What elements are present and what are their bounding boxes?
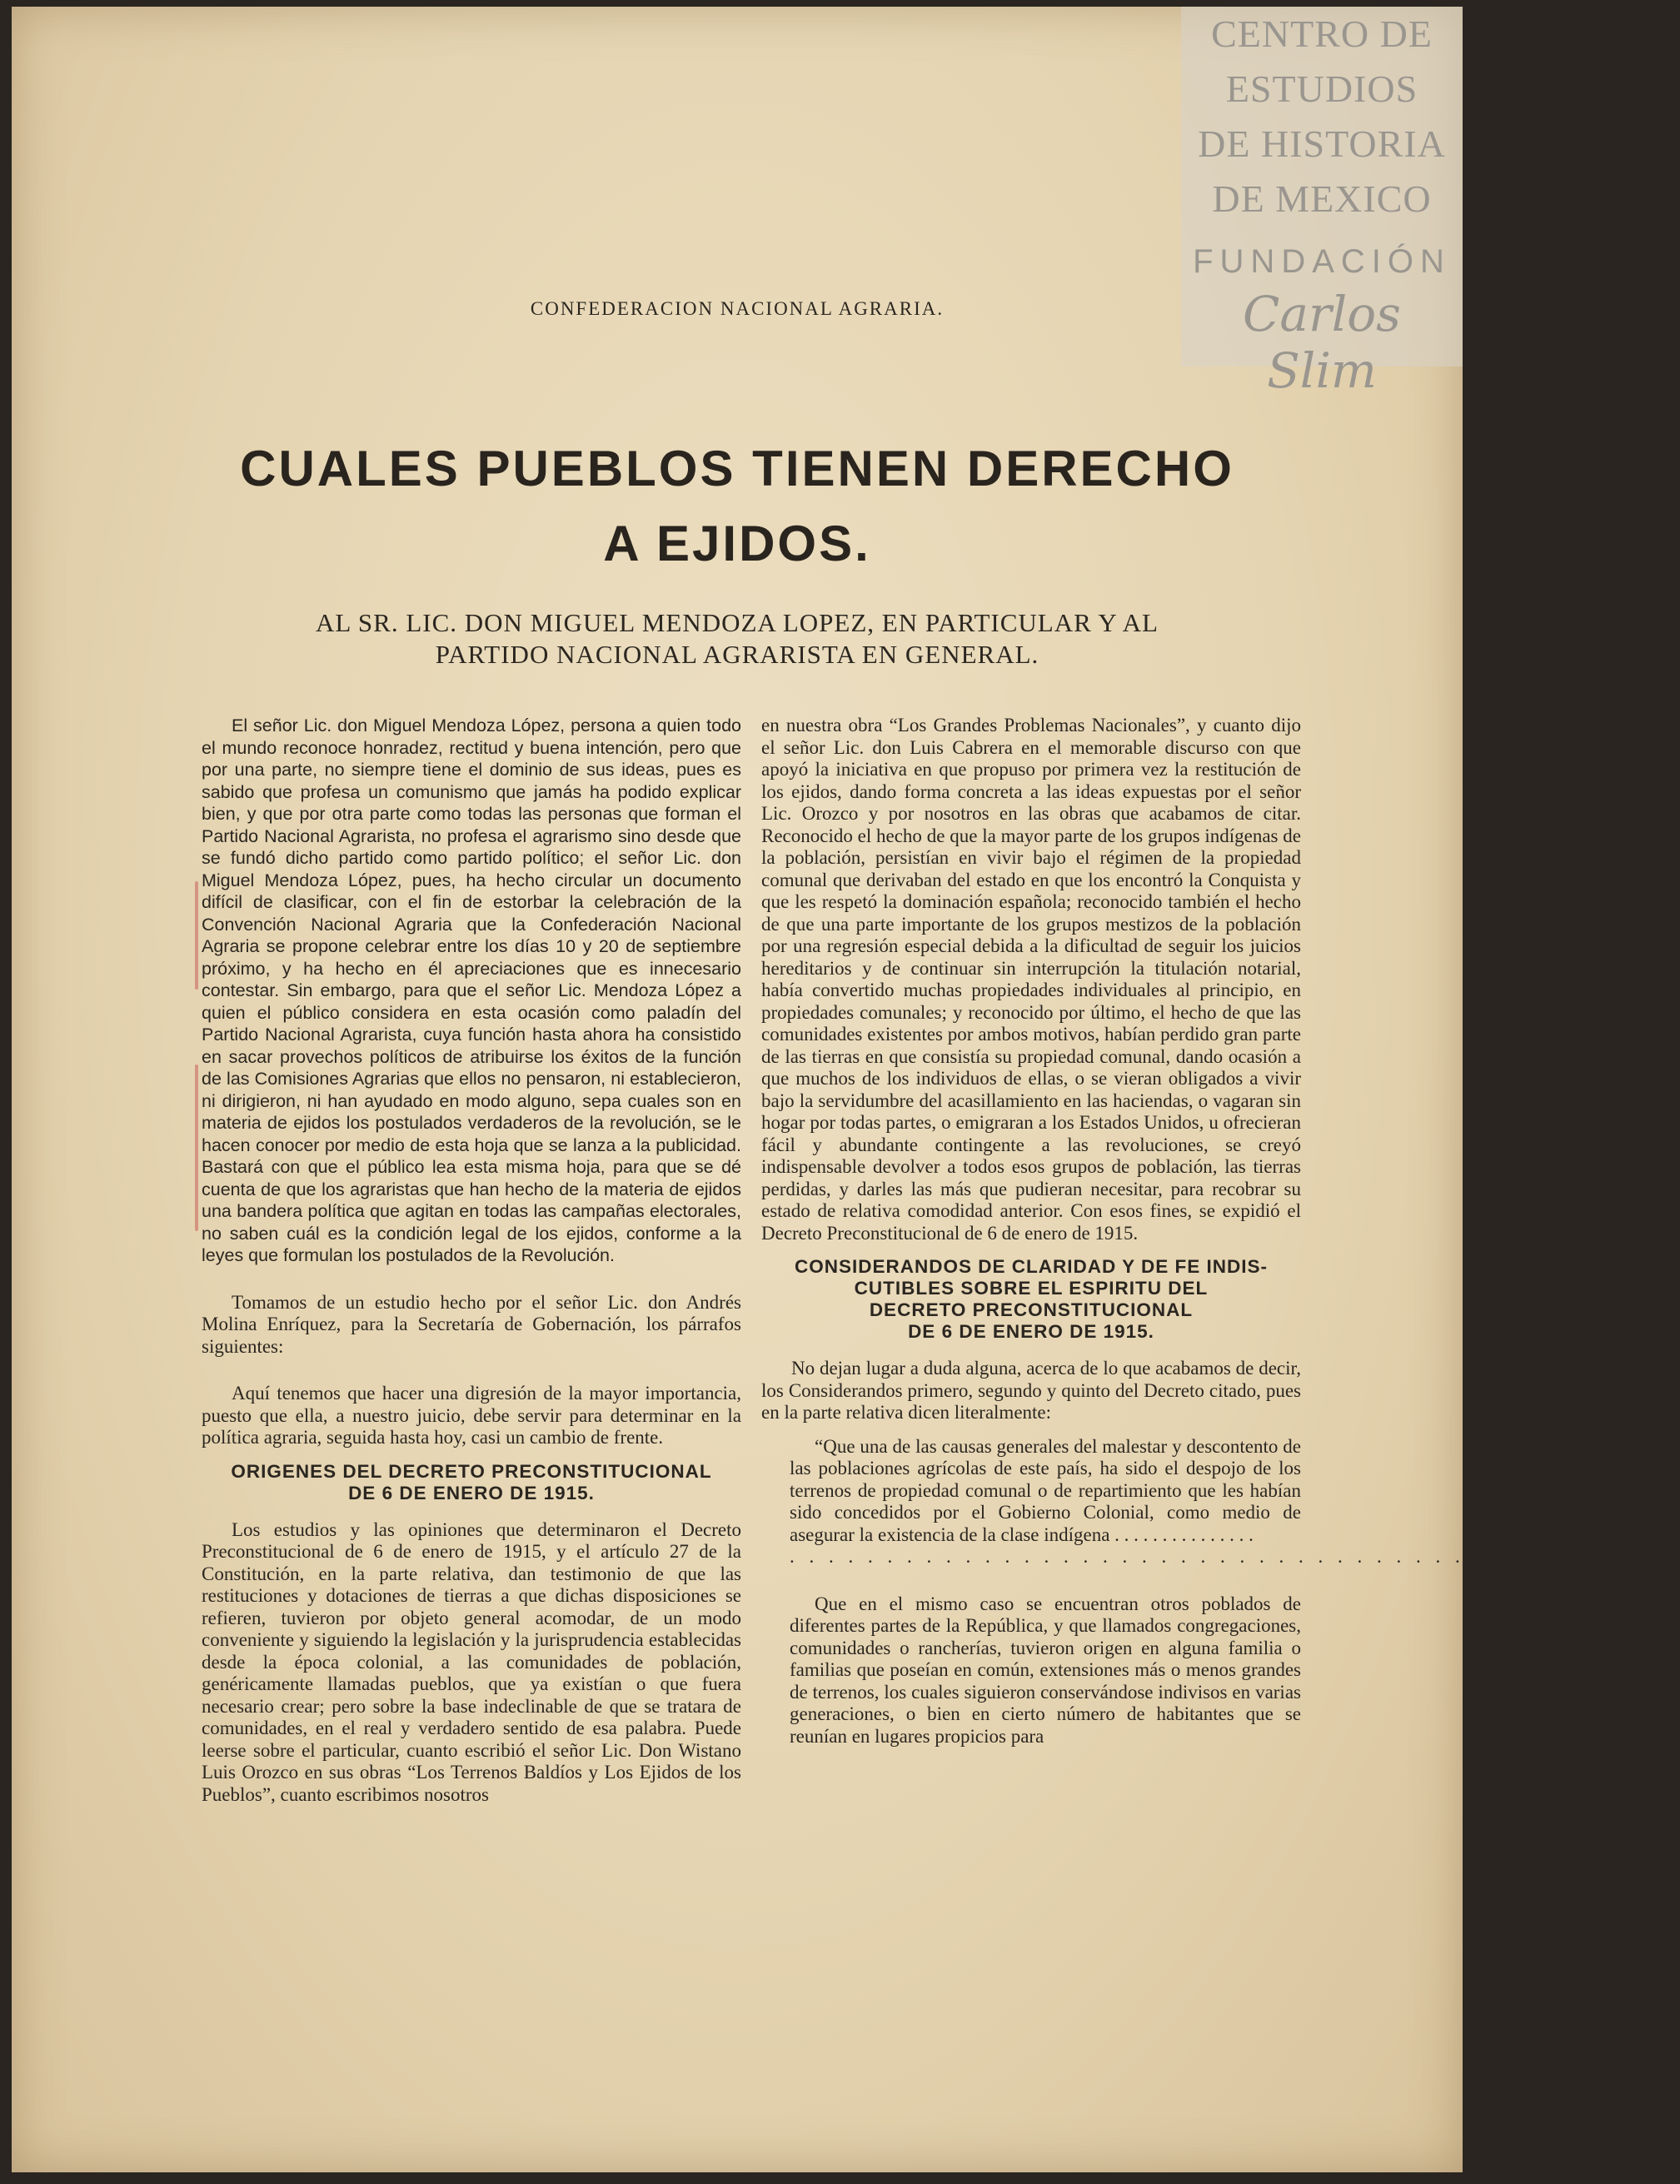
section-heading bbox=[761, 1256, 1301, 1343]
headline-line-1: CUALES PUEBLOS TIENEN DERECHO bbox=[240, 441, 1234, 496]
red-margin-mark bbox=[195, 881, 198, 990]
paragraph: Los estudios y las opiniones que determinaron el Decreto Preconstitucional de 6 de enero de 1915, y el artículo 27 de la Constitución, en la parte relativa, dan testimonio de que las restituciones y dotaciones de tierras a que dichas disposiciones se refieren, tuvieron por objeto general acomodar, de un modo conveniente y siguiendo la legislación y la jurisprudencia establecidas desde la época colonial, a las comunidades de población, genéricamente llamadas pueblos, que ya existían o que fuera necesario crear; pero sobre la base indeclinable de que se tratara de comunidades, en el real y verdadero sentido de esa palabra. Puede leerse sobre el particular, cuanto escribió el señor Lic. Don Wistano Luis Orozco en sus obras “Los Terrenos Baldíos y Los Ejidos de los Pueblos”, cuanto escribimos nosotros bbox=[202, 1518, 741, 1805]
right-column bbox=[761, 715, 1680, 1748]
watermark-line: DE HISTORIA bbox=[1198, 122, 1446, 165]
watermark-line: DE MEXICO bbox=[1212, 177, 1432, 220]
paragraph: Tomamos de un estudio hecho por el señor Lic. don Andrés Molina Enríquez, para la Secretaría de Gobernación, los párrafos siguientes: bbox=[202, 1291, 741, 1357]
paragraph: Aquí tenemos que hacer una digresión de la mayor importancia, puesto que ella, a nuestro juicio, debe servir para determinar en la política agraria, seguida hasta hoy, casi un cambio de frente. bbox=[202, 1383, 741, 1448]
quote-paragraph: “Que una de las causas generales del malestar y descontento de las poblaciones agrícolas de este país, ha sido el despojo de los terrenos de propiedad comunal o de repartimiento que les habían sido concedidos por el Gobierno Colonial, como medio de asegurar la existencia de la clase indígena . . . . . . . . . . . . . . . bbox=[790, 1435, 1301, 1545]
watermark-foundation: FUNDACIÓN bbox=[1193, 243, 1451, 280]
headline-line-2: A EJIDOS. bbox=[603, 516, 871, 571]
paragraph: El señor Lic. don Miguel Mendoza López, persona a quien todo el mundo reconoce honradez, rectitud y buena intención, pero que por una parte, no siempre tiene el dominio de sus ideas, pues es sabido que profesa un comunismo que jamás ha podido explicar bien, y que por otra parte como todas las personas que forman el Partido Nacional Agrarista, no profesa el agrarismo sino desde que se fundó dicho partido como partido político; el señor Lic. don Miguel Mendoza López, pues, ha hecho circular un documento difícil de clasificar, con el fin de estorbar la celebración de la Convención Nacional Agraria que la Confederación Nacional Agraria se propone celebrar entre los días 10 y 20 de septiembre próximo, y ha hecho en él apreciaciones que es innecesario contestar. Sin embargo, para que el señor Lic. Mendoza López a quien el público considera en esta ocasión como paladín del Partido Nacional Agrarista, cuya función hasta ahora ha consistido en sacar provechos políticos de atribuirse los éxitos de la función de las Comisiones Agrarias que ellos no pensaron, ni establecieron, ni dirigieron, ni han ayudado en modo alguno, sepa cuales son en materia de ejidos los postulados verdaderos de la revolución, se le hacen conocer por medio de esta hoja que se lanza a la publicidad. Bastará con que el público lea esta misma hoja, para que se dé cuenta de que los agraristas que han hecho de la materia de ejidos una bandera política que agitan en todas las campañas electorales, no saben cuál es la condición legal de los ejidos, conforme a la leyes que formulan los postulados de la Revolución. bbox=[202, 716, 741, 1265]
red-margin-mark bbox=[195, 1065, 198, 1231]
section-heading-line: ORIGENES DEL DECRETO PRECONSTITUCIONAL bbox=[231, 1460, 712, 1482]
document-page bbox=[12, 7, 1680, 2172]
subtitle-line-1: AL SR. LIC. DON MIGUEL MENDOZA LOPEZ, EN PARTICULAR Y AL bbox=[316, 608, 1159, 637]
subtitle-line-2: PARTIDO NACIONAL AGRARISTA EN GENERAL. bbox=[435, 640, 1039, 669]
watermark-signature: Carlos Slim bbox=[1243, 286, 1401, 399]
section-heading-line: DE 6 DE ENERO DE 1915. bbox=[348, 1482, 595, 1503]
left-column bbox=[202, 715, 741, 1806]
decree-quote bbox=[790, 1435, 1680, 1748]
section-heading bbox=[202, 1461, 741, 1504]
watermark-line: ESTUDIOS bbox=[1225, 67, 1418, 110]
quote-paragraph: Que en el mismo caso se encuentran otros poblados de diferentes partes de la República, y que llamados congregaciones, comunidades o rancherías, tuvieron origen en alguna familia o familias que poseían en común, extensiones más o menos grandes de terrenos, los cuales siguieron conservándose indivisos en varias generaciones, o bien en cierto número de habitantes que se reunían en lugares propicios para bbox=[790, 1593, 1301, 1747]
section-heading-line: CONSIDERANDOS DE CLARIDAD Y DE FE INDIS- bbox=[795, 1256, 1268, 1277]
watermark-line: CENTRO DE bbox=[1211, 12, 1433, 55]
paragraph: No dejan lugar a duda alguna, acerca de lo que acabamos de decir, los Considerandos primero, segundo y quinto del Decreto citado, pues en la parte relativa dicen literalmente: bbox=[761, 1358, 1301, 1423]
paragraph: en nuestra obra “Los Grandes Problemas Nacionales”, y cuanto dijo el señor Lic. don Luis Cabrera en el memorable discurso con que apoyó la iniciativa en que propuso por primera vez la restitución de los ejidos, dando forma concreta a las ideas expuestas por el señor Lic. Orozco y por nosotros en las obras que acabamos de citar. Reconocido el hecho de que la mayor parte de los grupos indígenas de la población, persistían en vivir bajo el régimen de la propiedad comunal que derivaban del estado en que los encontró la Conquista y que les respetó la dominación española; reconocido también el hecho de que una parte importante de los grupos mestizos de la población por una regresión especial debida a la dificultad de seguir los juicios hereditarios y de continuar sin interrupción la titulación notarial, había convertido muchas propiedades individuales al principio, en propiedades comunales; y reconocido por último, el hecho de que las comunidades existentes por ambos motivos, habían perdido gran parte de las tierras en que consistía su propiedad comunal, dando ocasión a que muchos de los individuos de ellas, o se vieran obligados a vivir bajo la servidumbre del acasillamiento en las haciendas, o vagaran sin hogar por todas partes, o emigraran a los Estados Unidos, u ofrecieran fácil y abundante contingente a las revoluciones, se creyó indispensable devolver a todos esos grupos de población, las tierras perdidas, y darles las más que pudieran necesitar, para recobrar su estado de relativa comodidad anterior. Con esos fines, se expidió el Decreto Preconstitucional de 6 de enero de 1915. bbox=[761, 715, 1301, 1244]
section-heading-line: CUTIBLES SOBRE EL ESPIRITU DEL bbox=[854, 1278, 1209, 1299]
ellipsis-line: . . . . . . . . . . . . . . . . . . . . . . . . . . . . . . . . . . . . . . . . . . . . . . bbox=[790, 1546, 1680, 1567]
organization-name: CONFEDERACION NACIONAL AGRARIA. bbox=[530, 298, 945, 319]
section-heading-line: DE 6 DE ENERO DE 1915. bbox=[908, 1321, 1154, 1342]
section-heading-line: DECRETO PRECONSTITUCIONAL bbox=[869, 1299, 1194, 1320]
